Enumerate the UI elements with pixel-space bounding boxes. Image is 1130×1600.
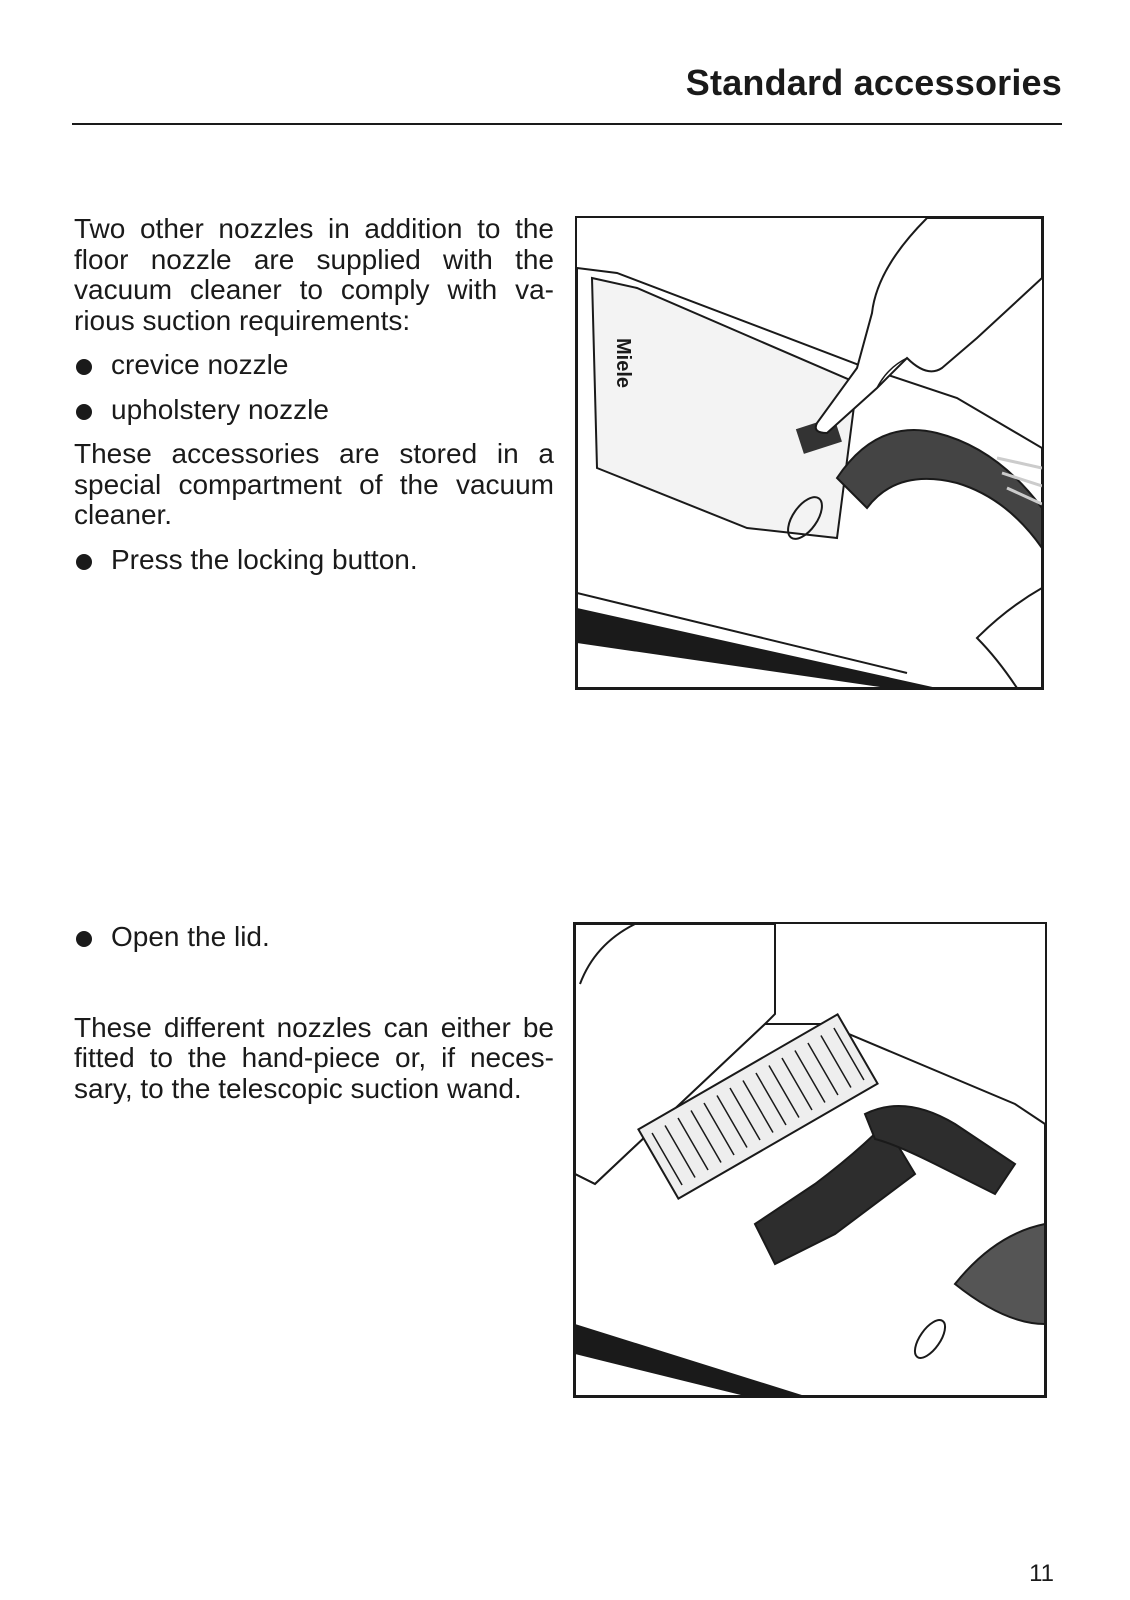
bullet-icon	[76, 404, 92, 420]
section1-text	[74, 214, 554, 575]
bullet-icon	[76, 931, 92, 947]
press-locking-button-step: Press the locking button.	[111, 543, 418, 575]
storage-paragraph: These accessories are stored in a special compartment of the vacuum cleaner.	[74, 438, 554, 530]
list-item	[74, 395, 554, 426]
brand-mark: Miele	[612, 338, 634, 389]
list-item	[74, 350, 554, 381]
fitting-note: These different nozzles can either be fitted to the hand-piece or, if neces-sary, to the telescopic suction wand.	[74, 1011, 554, 1104]
intro-paragraph: Two other nozzles in addition to the floor nozzle are supplied with the vacuum cleaner to comply with va-rious suction requirements:	[74, 213, 554, 336]
upholstery-nozzle-label: upholstery nozzle	[111, 393, 329, 425]
press-locking-button-figure	[575, 216, 1044, 690]
open-lid-step: Open the lid.	[111, 921, 270, 952]
open-lid-figure	[573, 922, 1047, 1398]
list-item	[74, 545, 554, 576]
bullet-icon	[76, 359, 92, 375]
bullet-icon	[76, 554, 92, 570]
list-item	[74, 922, 554, 953]
page-number: 11	[1029, 1560, 1054, 1587]
section2-text	[74, 922, 554, 1104]
accessory-compartment-illustration	[575, 924, 1045, 1396]
header-divider	[72, 123, 1062, 125]
crevice-nozzle-label: crevice nozzle	[111, 349, 289, 380]
page-title: Standard accessories	[685, 62, 1062, 103]
vacuum-cleaner-top-illustration	[577, 218, 1042, 688]
